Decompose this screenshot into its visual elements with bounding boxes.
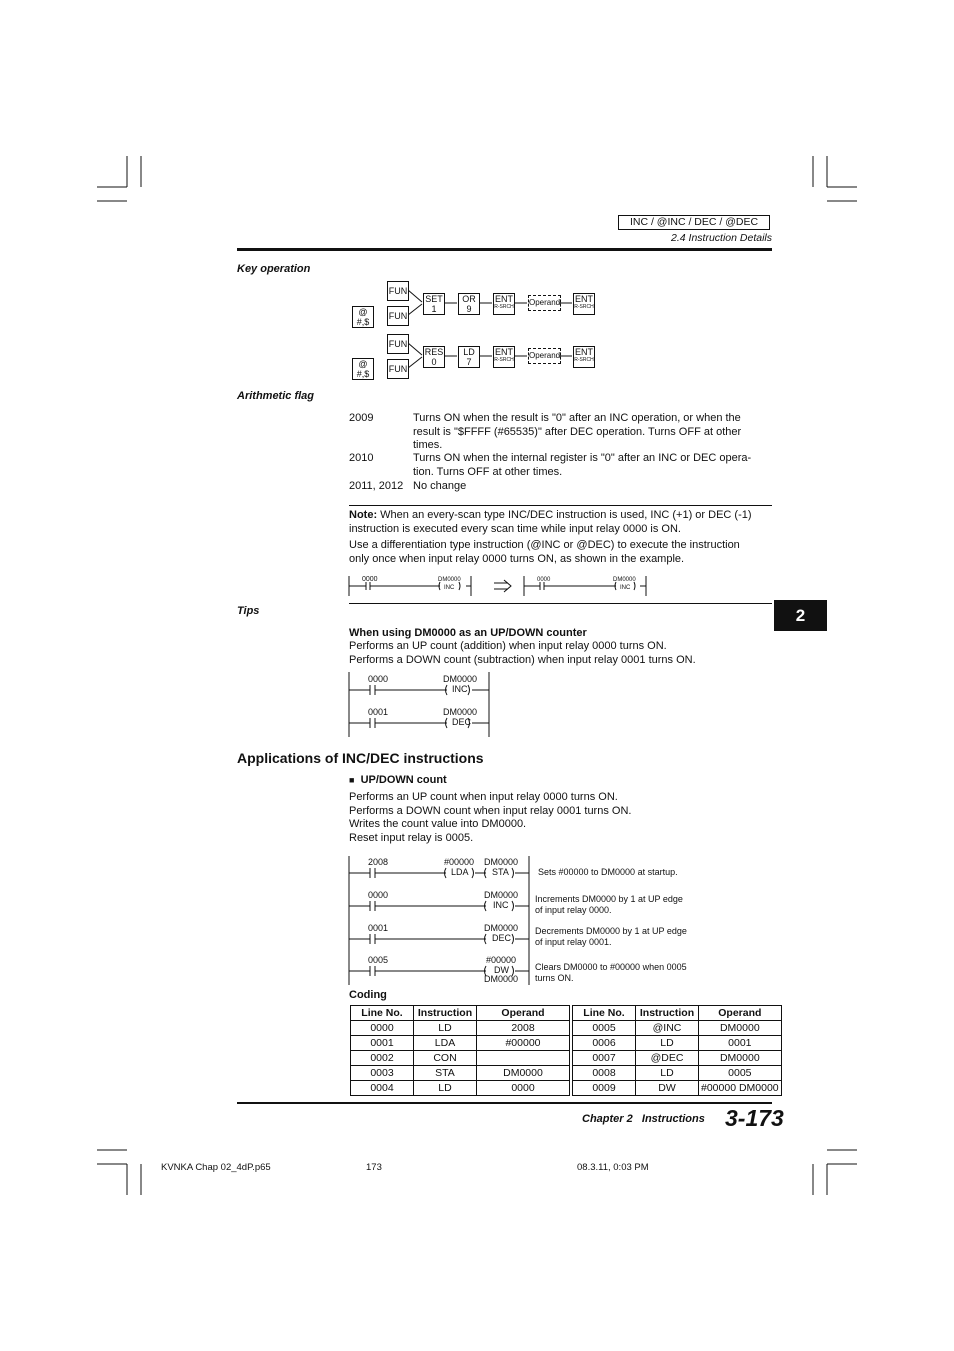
col-header: Instruction [636, 1006, 699, 1021]
ladder-comment: Decrements DM0000 by 1 at UP edge of input relay 0001. [535, 926, 687, 947]
table-row: 0000 LD 2008 0005 @INC DM0000 [351, 1021, 782, 1036]
fun-key: FUN [387, 359, 409, 379]
set-key: SET 1 [423, 293, 445, 315]
ladder-contact-label: 0000 [537, 577, 551, 583]
coding-table [350, 1005, 782, 1096]
square-bullet-icon: ■ [349, 775, 355, 785]
ladder-operand-label: DM0000 [484, 923, 519, 933]
arithmetic-flag-heading: Arithmetic flag [237, 390, 315, 402]
ent-key: ENT R-SRCH [573, 293, 595, 315]
col-header: Line No. [573, 1006, 636, 1021]
ladder-operand-label: #00000 [486, 955, 517, 965]
at-key: @ #,$ [352, 306, 374, 328]
ladder-contact-label: 0001 [368, 707, 389, 717]
fun-key: FUN [387, 306, 409, 326]
fun-key: FUN [387, 334, 409, 354]
ladder-instr-label: INC [444, 585, 455, 591]
ladder-instr-label: DEC [492, 933, 512, 943]
tips-heading: Tips [237, 605, 260, 617]
ent-key: ENT R-SRCH [493, 293, 515, 315]
col-header: Instruction [414, 1006, 477, 1021]
flag-desc: Turns ON when the result is "0" after an INC operation, or when the result is "$FFFF (#65535)" after DEC operation. Turns OFF at other times. [413, 412, 742, 451]
ladder-contact-label: 2008 [368, 857, 389, 867]
ent-key: ENT R-SRCH [573, 346, 595, 368]
flag-desc: No change [413, 480, 467, 492]
ladder-instr-label: LDA [451, 867, 469, 877]
ent-key: ENT R-SRCH [493, 346, 515, 368]
flag-relay: 2010 [349, 452, 374, 464]
ladder-operand-label: DM0000 [484, 857, 519, 867]
updown-subheading: ■ UP/DOWN count [349, 774, 447, 786]
col-header: Operand [477, 1006, 570, 1021]
ladder-contact-label: 0000 [368, 890, 389, 900]
ladder-operand-label: DM0000 [484, 974, 519, 984]
ld-key: LD 7 [458, 346, 480, 368]
table-header-row [351, 1006, 782, 1021]
print-page-no: 173 [366, 1162, 382, 1173]
table-row: 0004 LD 0000 0009 DW #00000 DM0000 [351, 1081, 782, 1096]
ladder-instr-label: INC [620, 585, 631, 591]
note-text: Note: When an every-scan type INC/DEC instruction is used, INC (+1) or DEC (-1) instruction is executed every scan time while input relay 0000 is ON. Use a differentiation type instruction (@INC or @DEC) to execute the instruction only once when input relay 0000 turns ON, as shown in the example. [349, 509, 752, 565]
ladder-comment: Increments DM0000 by 1 at UP edge of input relay 0000. [535, 894, 683, 915]
section-title: 2.4 Instruction Details [671, 232, 772, 244]
flag-relay: 2011, 2012 [349, 480, 404, 492]
key-operation-heading: Key operation [237, 263, 311, 275]
table-row: 0002 CON 0007 @DEC DM0000 [351, 1051, 782, 1066]
file-name: KVNKA Chap 02_4dP.p65 [161, 1162, 271, 1173]
print-date: 08.3.11, 0:03 PM [577, 1162, 649, 1173]
applications-heading: Applications of INC/DEC instructions [237, 750, 484, 766]
page-number: 3-173 [725, 1105, 784, 1131]
ladder-comment: Clears DM0000 to #00000 when 0005 turns ON. [535, 962, 687, 983]
flag-desc: Turns ON when the internal register is "0" after an INC or DEC opera- tion. Turns OFF at other times. [413, 452, 752, 478]
ladder-instr-label: DW [494, 965, 509, 975]
res-key: RES 0 [424, 347, 444, 367]
ladder-operand-label: #00000 [444, 857, 475, 867]
ladder-device-label: DM0000 [613, 577, 636, 583]
flag-relay: 2009 [349, 412, 374, 424]
tips-subheading: When using DM0000 as an UP/DOWN counter [349, 627, 587, 639]
ladder-instr-label: STA [492, 867, 509, 877]
table-row: 0003 STA DM0000 0008 LD 0005 [351, 1066, 782, 1081]
operand-box: Operand [528, 348, 561, 364]
ladder-contact-label: 0000 [368, 674, 389, 684]
tips-text: Performs an UP count (addition) when input relay 0000 turns ON. Performs a DOWN count (subtraction) when input relay 0001 turns ON. [349, 640, 696, 666]
table-row: 0001 LDA #00000 0006 LD 0001 [351, 1036, 782, 1051]
ladder-contact-label: 0005 [368, 955, 389, 965]
col-header: Line No. [351, 1006, 414, 1021]
ladder-instr-label: INC [452, 684, 468, 694]
or-key: OR 9 [458, 293, 480, 315]
fun-key: FUN [387, 281, 409, 301]
footer-rule [237, 1102, 772, 1104]
ladder-device-label: DM0000 [438, 577, 461, 583]
col-header: Operand [699, 1006, 782, 1021]
applications-text: Performs an UP count when input relay 0000 turns ON. Performs a DOWN count when input relay 0001 turns ON. Writes the count value into DM0000. Reset input relay is 0005. [349, 791, 632, 844]
ladder-operand-label: DM0000 [484, 890, 519, 900]
ladder-contact-label: 0000 [362, 576, 378, 583]
ladder-contact-label: 0001 [368, 923, 389, 933]
ladder-instr-label: INC [493, 900, 509, 910]
operand-box: Operand [528, 295, 561, 311]
instruction-box: INC / @INC / DEC / @DEC [618, 215, 770, 230]
coding-heading: Coding [349, 989, 387, 1001]
ladder-instr-label: DEC [452, 717, 472, 727]
ladder-comment: Sets #00000 to DM0000 at startup. [538, 867, 678, 877]
chapter-tab: 2 [774, 600, 827, 631]
ladder-device-label: DM0000 [443, 707, 478, 717]
chapter-label: Chapter 2 Instructions [582, 1113, 705, 1125]
at-key: @ #,$ [352, 358, 374, 380]
ladder-device-label: DM0000 [443, 674, 478, 684]
